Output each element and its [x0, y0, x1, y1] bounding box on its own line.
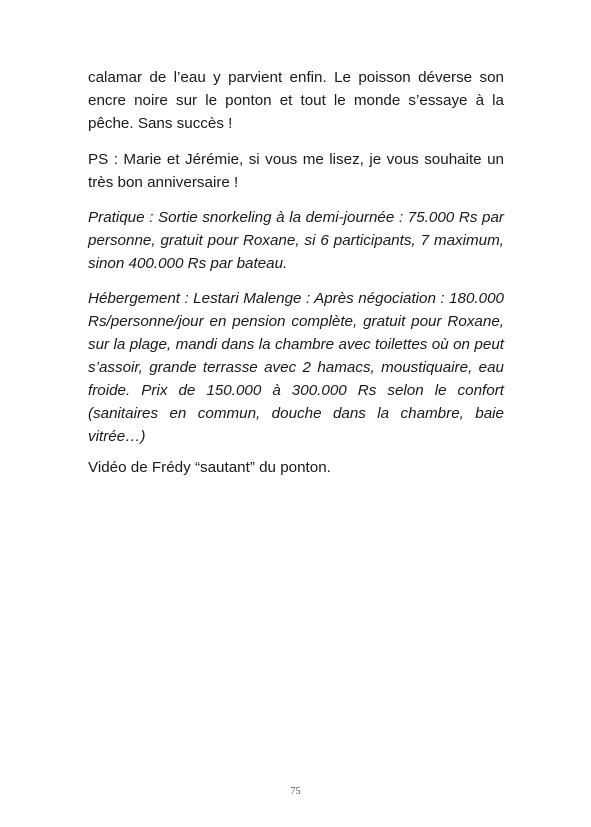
paragraph-squid-story: calamar de l’eau y parvient enfin. Le poisson déverse son encre noire sur le ponton et tout le monde s’essaye à la pêche. Sans succès !	[88, 69, 504, 132]
paragraph-accommodation: Hébergement : Lestari Malenge : Après négociation : 180.000 Rs/personne/jour en pension complète, gratuit pour Roxane, sur la plage, mandi dans la chambre avec toilettes où on peut s’assoir, grande terrasse avec 2 hamacs, moustiquaire, eau froide. Prix de 150.000 à 300.000 Rs selon le confort (sanitaires en commun, douche dans la chambre, baie vitrée…)	[88, 290, 504, 445]
paragraph-birthday-wish: PS : Marie et Jérémie, si vous me lisez, je vous souhaite un très bon anniversaire !	[88, 151, 504, 191]
page-number: 75	[290, 786, 301, 797]
paragraph-practical-info: Pratique : Sortie snorkeling à la demi-journée : 75.000 Rs par personne, gratuit pour Roxane, si 6 participants, 7 maximum, sinon 400.000 Rs par bateau.	[88, 209, 504, 272]
paragraph-video-caption: Vidéo de Frédy “sautant” du ponton.	[88, 459, 331, 476]
